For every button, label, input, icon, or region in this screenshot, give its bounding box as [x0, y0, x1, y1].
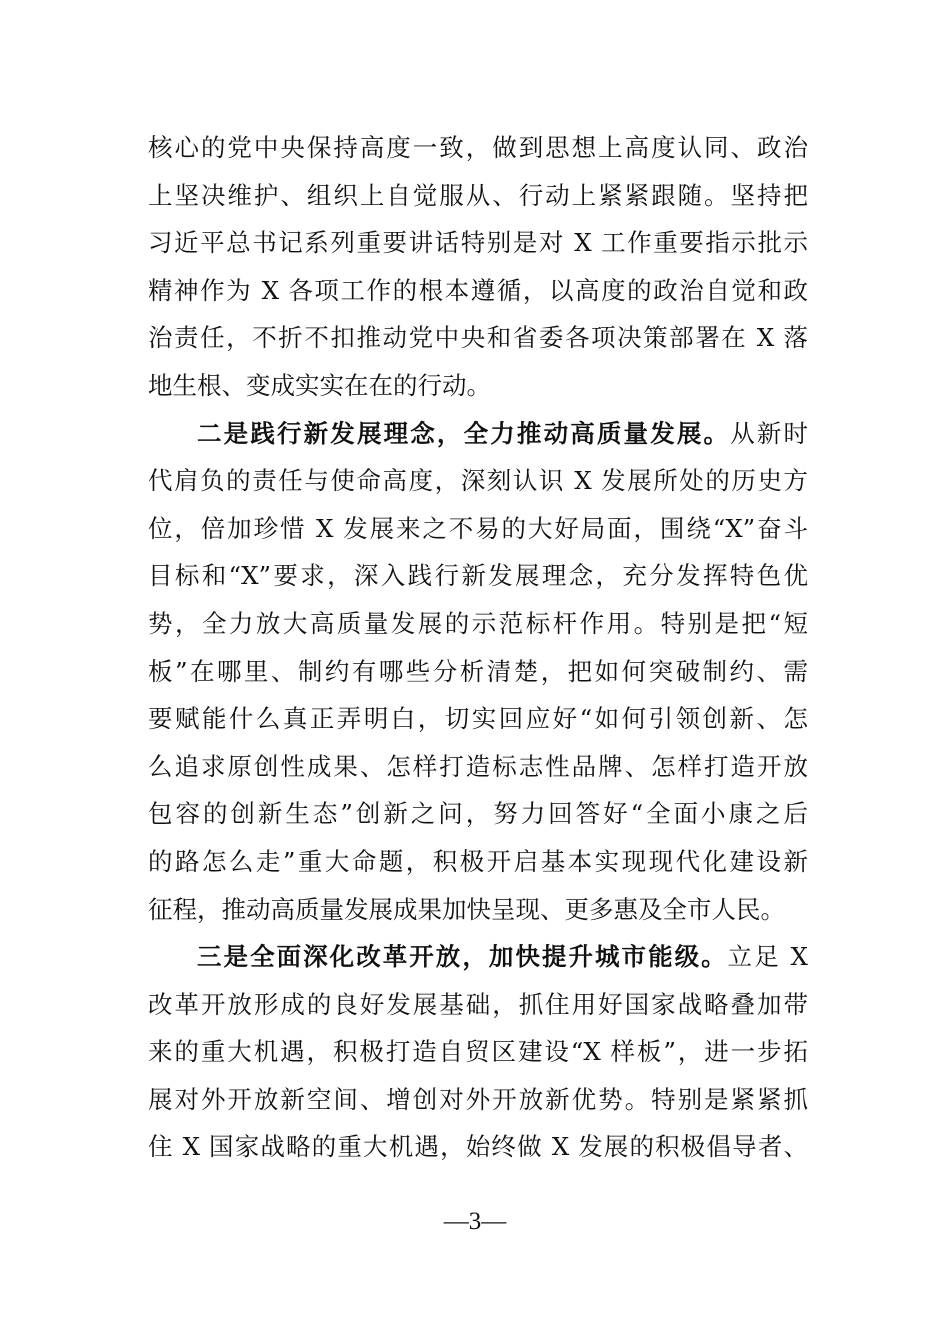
- section-heading: 二是践行新发展理念，全力推动高质量发展。: [197, 418, 731, 448]
- paragraph-line: 的路怎么走”重大命题，积极开启基本实现现代化建设新: [148, 846, 808, 876]
- paragraph-line: 核心的党中央保持高度一致，做到思想上高度认同、政治: [148, 133, 808, 162]
- paragraph-line: 展对外开放新空间、增创对外开放新优势。特别是紧紧抓: [148, 1084, 808, 1114]
- paragraph-line: 来的重大机遇，积极打造自贸区建设“X 样板”，进一步拓: [148, 1037, 808, 1067]
- paragraph-line: 住 X 国家战略的重大机遇，始终做 X 发展的积极倡导者、: [148, 1132, 808, 1162]
- paragraph-line: 地生根、变成实实在在的行动。: [148, 370, 491, 400]
- paragraph-line-rest: 立足 X: [727, 942, 809, 972]
- paragraph-line: 习近平总书记系列重要讲话特别是对 X 工作重要指示批示: [148, 228, 808, 258]
- paragraph-line: 精神作为 X 各项工作的根本遵循，以高度的政治自觉和政: [148, 275, 808, 305]
- paragraph-line: 位，倍加珍惜 X 发展来之不易的大好局面，围绕“X”奋斗: [148, 513, 808, 543]
- paragraph-line: 代肩负的责任与使命高度，深刻认识 X 发展所处的历史方: [148, 466, 808, 496]
- page-number: —3—: [443, 1208, 507, 1235]
- section-heading: 三是全面深化改革开放，加快提升城市能级。: [197, 942, 728, 972]
- paragraph-line: 包容的创新生态”创新之问，努力回答好“全面小康之后: [148, 799, 808, 829]
- paragraph-first-line: [148, 933, 808, 981]
- paragraph-2: [148, 410, 808, 934]
- document-body: [148, 124, 808, 1171]
- paragraph-line-rest: 从新时: [730, 418, 809, 448]
- paragraph-line: 目标和“X”要求，深入践行新发展理念，充分发挥特色优: [148, 561, 808, 591]
- paragraph-line: 么追求原创性成果、怎样打造标志性品牌、怎样打造开放: [148, 751, 808, 781]
- paragraph-line: 板”在哪里、制约有哪些分析清楚，把如何突破制约、需: [148, 656, 808, 686]
- paragraph-line: 征程，推动高质量发展成果加快呈现、更多惠及全市人民。: [148, 894, 785, 924]
- paragraph-line: 势，全力放大高质量发展的示范标杆作用。特别是把“短: [148, 608, 808, 638]
- paragraph-line: 上坚决维护、组织上自觉服从、行动上紧紧跟随。坚持把: [148, 180, 808, 210]
- paragraph-3: [148, 933, 808, 1171]
- paragraph-line: 治责任，不折不扣推动党中央和省委各项决策部署在 X 落: [148, 323, 808, 353]
- paragraph-first-line: [148, 410, 808, 458]
- paragraph-1: [148, 124, 808, 410]
- paragraph-line: 要赋能什么真正弄明白，切实回应好“如何引领创新、怎: [148, 704, 808, 734]
- paragraph-line: 改革开放形成的良好发展基础，抓住用好国家战略叠加带: [148, 989, 808, 1019]
